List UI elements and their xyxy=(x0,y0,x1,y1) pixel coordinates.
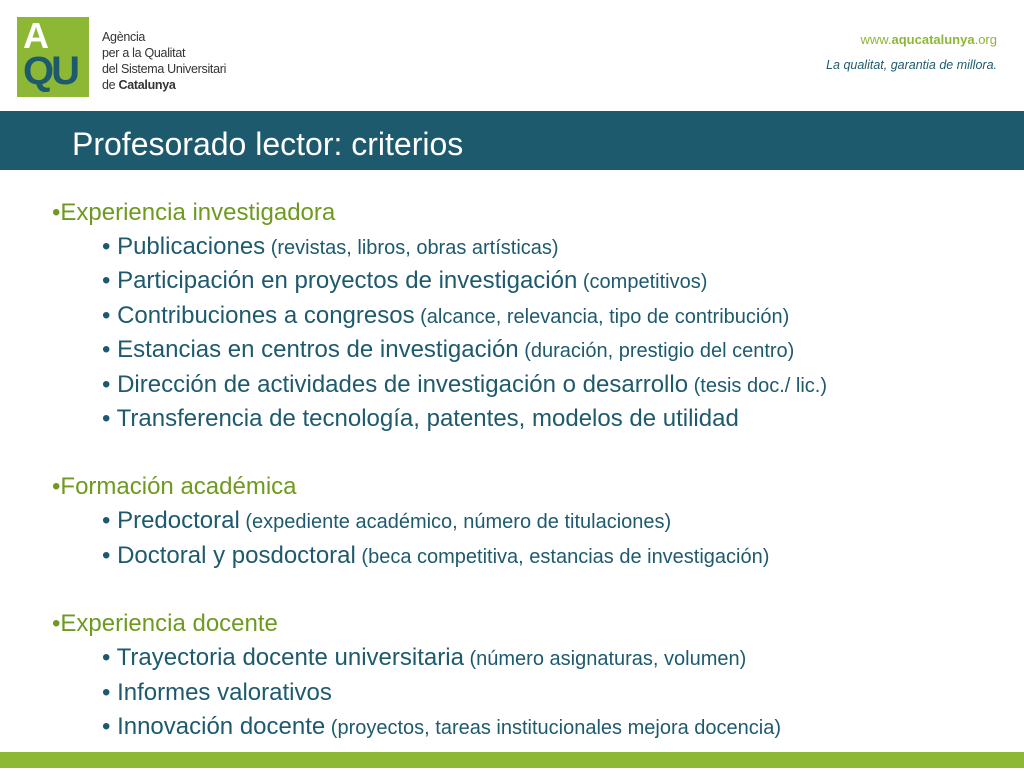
section-academic xyxy=(52,470,1012,573)
item-main: • Publicaciones xyxy=(102,233,266,260)
section-heading: •Experiencia docente xyxy=(52,610,278,638)
item-main: • Trayectoria docente universitaria xyxy=(102,644,464,672)
list-item xyxy=(52,641,1012,675)
agency-line-4 xyxy=(102,77,226,93)
logo-letters-qu: QU xyxy=(23,49,77,93)
site-bold: aqucatalunya xyxy=(891,32,975,47)
item-main: • Participación en proyectos de investigación xyxy=(102,267,578,295)
item-main: • Estancias en centros de investigación xyxy=(102,336,519,364)
agency-line-1: Agència xyxy=(102,30,146,44)
aqu-logo xyxy=(17,17,89,97)
section-heading: •Formación académica xyxy=(52,473,297,501)
slide-content xyxy=(52,196,1012,778)
item-main: • Informes valorativos xyxy=(102,678,332,706)
item-main: • Innovación docente xyxy=(102,712,326,740)
tagline: La qualitat, garantia de millora. xyxy=(826,58,997,72)
item-detail: (número asignaturas, volumen) xyxy=(463,648,747,671)
agency-name xyxy=(102,29,226,93)
item-detail: (tesis doc./ lic.) xyxy=(688,374,827,397)
item-detail: (competitivos) xyxy=(577,271,708,294)
section-teaching xyxy=(52,607,1012,744)
agency-line-2: per a la Qualitat xyxy=(102,46,186,60)
bottom-accent-bar xyxy=(0,752,1024,768)
slide-title: Profesorado lector: criterios xyxy=(72,126,464,162)
site-prefix: www. xyxy=(860,32,892,47)
item-detail: (alcance, relevancia, tipo de contribución) xyxy=(414,305,790,328)
site-suffix: .org xyxy=(974,32,997,47)
item-main: • Doctoral y posdoctoral xyxy=(102,541,356,569)
agency-line-4-prefix: de xyxy=(102,78,116,92)
list-item xyxy=(52,299,1012,333)
item-main: • Predoctoral xyxy=(102,507,240,535)
item-detail: (proyectos, tareas institucionales mejora docencia) xyxy=(325,716,782,739)
item-main: • Transferencia de tecnología, patentes, modelos de utilidad xyxy=(102,404,739,432)
list-item xyxy=(52,710,1012,744)
list-item xyxy=(52,539,1012,573)
list-item xyxy=(52,676,1012,710)
item-detail: (duración, prestigio del centro) xyxy=(518,340,795,363)
title-band xyxy=(0,111,1024,170)
item-main: • Contribuciones a congresos xyxy=(102,301,415,329)
list-item xyxy=(52,264,1012,298)
website-link[interactable] xyxy=(860,32,997,47)
agency-line-3: del Sistema Universitari xyxy=(102,62,227,76)
agency-line-4-bold: Catalunya xyxy=(118,78,176,92)
item-detail: (expediente académico, número de titulaciones) xyxy=(239,511,672,534)
list-item xyxy=(52,230,1012,264)
item-main: • Dirección de actividades de investigación o desarrollo xyxy=(102,370,689,398)
list-item xyxy=(52,402,1012,436)
list-item xyxy=(52,333,1012,367)
logo-letter-a: A xyxy=(23,15,48,56)
section-research xyxy=(52,196,1012,436)
list-item xyxy=(52,504,1012,538)
list-item xyxy=(52,368,1012,402)
item-detail: (beca competitiva, estancias de investigación) xyxy=(355,545,770,568)
item-detail: (revistas, libros, obras artísticas) xyxy=(265,237,559,259)
section-heading: •Experiencia investigadora xyxy=(52,199,336,226)
